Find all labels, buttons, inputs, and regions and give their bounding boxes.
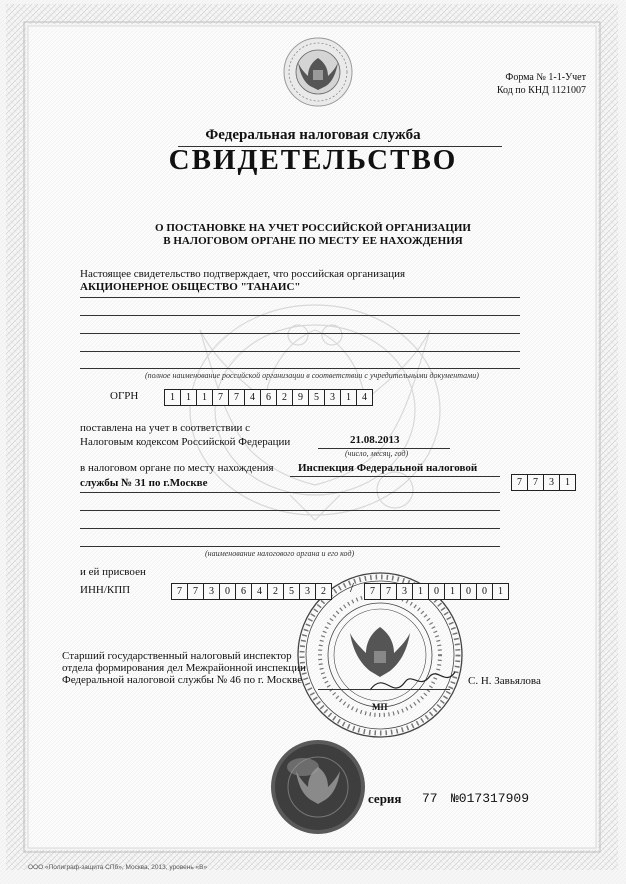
digit-box: 7 bbox=[511, 474, 528, 491]
digit-box: 1 bbox=[492, 583, 509, 600]
digit-box: 9 bbox=[292, 389, 309, 406]
stamp-mark: МП bbox=[372, 702, 388, 712]
authority-code bbox=[512, 474, 576, 491]
organization-name: АКЦИОНЕРНОЕ ОБЩЕСТВО "ТАНАИС" bbox=[80, 281, 301, 293]
date-caption: (число, месяц, год) bbox=[345, 449, 409, 458]
authority-caption: (наименование налогового органа и его код) bbox=[205, 549, 355, 558]
digit-box: 1 bbox=[412, 583, 429, 600]
authority-prefix: в налоговом органе по месту нахождения bbox=[80, 462, 274, 474]
digit-box: 1 bbox=[559, 474, 576, 491]
digit-box: 1 bbox=[196, 389, 213, 406]
form-number: Форма № 1-1-Учет bbox=[505, 72, 586, 83]
registered-line2: Налоговым кодексом Российской Федерации bbox=[80, 436, 291, 448]
organization-caption: (полное наименование российской организации в соответствии с учредительными документами) bbox=[145, 371, 479, 380]
digit-box: 7 bbox=[212, 389, 229, 406]
digit-box: 2 bbox=[276, 389, 293, 406]
digit-box: 1 bbox=[180, 389, 197, 406]
signer-title-line1: Старший государственный налоговый инспектор bbox=[62, 650, 292, 662]
digit-box: 5 bbox=[308, 389, 325, 406]
digit-box: 4 bbox=[244, 389, 261, 406]
digit-box: 1 bbox=[164, 389, 181, 406]
document-subtitle-line2: В НАЛОГОВОМ ОРГАНЕ ПО МЕСТУ ЕЕ НАХОЖДЕНИЯ bbox=[163, 235, 463, 247]
assigned-text: и ей присвоен bbox=[80, 566, 146, 578]
digit-box: 7 bbox=[380, 583, 397, 600]
printer-info: ООО «Полиграф-защита СПб», Москва, 2013, уровень «В» bbox=[28, 864, 208, 871]
agency-name: Федеральная налоговая служба bbox=[205, 127, 421, 143]
form-knd-code: Код по КНД 1121007 bbox=[496, 85, 586, 96]
registered-line1: поставлена на учет в соответствии с bbox=[80, 422, 251, 434]
series-label: серия bbox=[368, 791, 402, 806]
authority-name-part2: службы № 31 по г.Москве bbox=[80, 477, 208, 489]
digit-box: 3 bbox=[396, 583, 413, 600]
signer-title-line2: отдела формирования дел Межрайонной инспекции bbox=[62, 662, 306, 674]
digit-box: 0 bbox=[428, 583, 445, 600]
digit-box: 0 bbox=[219, 583, 236, 600]
digit-box: 0 bbox=[476, 583, 493, 600]
serial-number: №017317909 bbox=[451, 791, 530, 806]
inn-kpp-separator: / bbox=[350, 581, 354, 596]
digit-box: 1 bbox=[444, 583, 461, 600]
digit-box: 3 bbox=[299, 583, 316, 600]
digit-box: 3 bbox=[203, 583, 220, 600]
digit-box: 7 bbox=[187, 583, 204, 600]
digit-box: 7 bbox=[364, 583, 381, 600]
registration-date: 21.08.2013 bbox=[350, 434, 400, 446]
document-title: СВИДЕТЕЛЬСТВО bbox=[168, 144, 458, 176]
ogrn-value bbox=[165, 389, 373, 406]
authority-name-part1: Инспекция Федеральной налоговой bbox=[298, 462, 478, 474]
digit-box: 0 bbox=[460, 583, 477, 600]
digit-box: 1 bbox=[340, 389, 357, 406]
digit-box: 4 bbox=[356, 389, 373, 406]
digit-box: 7 bbox=[527, 474, 544, 491]
digit-box: 4 bbox=[251, 583, 268, 600]
ogrn-label: ОГРН bbox=[110, 390, 139, 402]
digit-box: 7 bbox=[228, 389, 245, 406]
digit-box: 2 bbox=[267, 583, 284, 600]
digit-box: 2 bbox=[315, 583, 332, 600]
digit-box: 3 bbox=[543, 474, 560, 491]
inn-value bbox=[172, 583, 332, 600]
digit-box: 6 bbox=[260, 389, 277, 406]
document-subtitle-line1: О ПОСТАНОВКЕ НА УЧЕТ РОССИЙСКОЙ ОРГАНИЗАЦИИ bbox=[155, 222, 471, 234]
digit-box: 7 bbox=[171, 583, 188, 600]
series-value: 77 bbox=[422, 791, 438, 806]
signer-title-line3: Федеральной налоговой службы № 46 по г. Москве bbox=[62, 674, 303, 686]
inn-kpp-label: ИНН/КПП bbox=[80, 584, 131, 596]
signer-name: С. Н. Завьялова bbox=[468, 675, 541, 687]
kpp-value bbox=[365, 583, 509, 600]
emblem-icon bbox=[284, 38, 352, 106]
confirm-text: Настоящее свидетельство подтверждает, что российская организация bbox=[80, 268, 406, 280]
hologram-seal-icon bbox=[271, 740, 365, 834]
digit-box: 3 bbox=[324, 389, 341, 406]
digit-box: 5 bbox=[283, 583, 300, 600]
digit-box: 6 bbox=[235, 583, 252, 600]
